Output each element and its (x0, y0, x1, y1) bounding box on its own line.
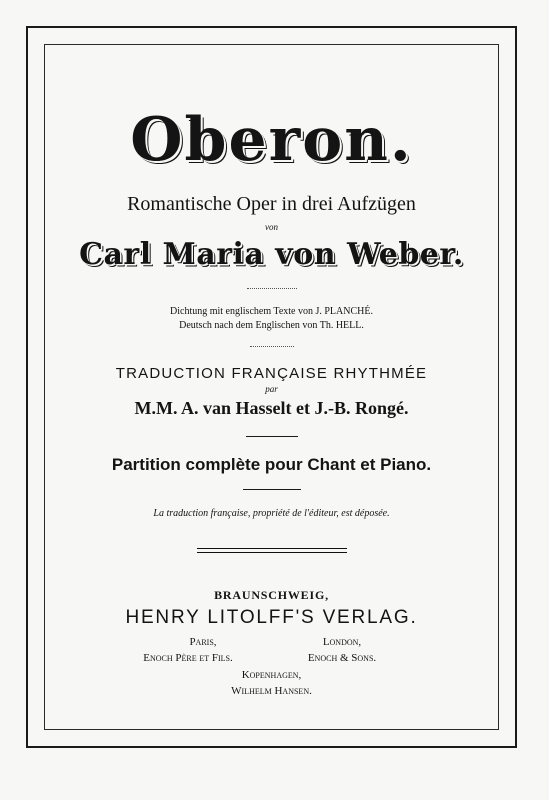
agent-paris-city: Paris, (189, 636, 217, 648)
libretto-credit: Dichtung mit englischem Texte von J. PLANCHÉ. (170, 306, 373, 317)
agent-london-city: London, (322, 636, 362, 648)
translation-heading: TRADUCTION FRANÇAISE RHYTHMÉE (115, 365, 428, 382)
ornament-divider (247, 288, 297, 289)
score-type: Partition complète pour Chant et Piano. (111, 455, 432, 474)
agent-copenhagen-city: Kopenhagen, (241, 669, 302, 681)
publisher-city: BRAUNSCHWEIG, (214, 588, 329, 602)
divider-rule (246, 436, 298, 437)
agent-london-firm: Enoch & Sons. (307, 652, 377, 664)
divider-rule (243, 489, 301, 490)
by-word: von (265, 222, 278, 232)
translators: M.M. A. van Hasselt et J.-B. Rongé. (134, 398, 409, 418)
title-page (48, 48, 495, 726)
double-rule-bottom (197, 552, 347, 553)
rights-notice: La traduction française, propriété de l'éditeur, est déposée. (153, 508, 390, 519)
publisher-name: HENRY LITOLFF'S VERLAG. (125, 607, 418, 628)
par-word: par (265, 384, 278, 394)
agent-copenhagen-firm: Wilhelm Hansen. (231, 685, 312, 697)
german-translation-credit: Deutsch nach dem Englischen von Th. HELL. (179, 320, 364, 331)
opera-title: Oberon. (130, 105, 413, 175)
agent-paris-firm: Enoch Père et Fils. (143, 652, 233, 664)
composer-name: Carl Maria von Weber. (79, 237, 464, 272)
opera-subtitle: Romantische Oper in drei Aufzügen (127, 193, 416, 215)
ornament-divider (250, 346, 294, 347)
double-rule-top (197, 548, 347, 549)
